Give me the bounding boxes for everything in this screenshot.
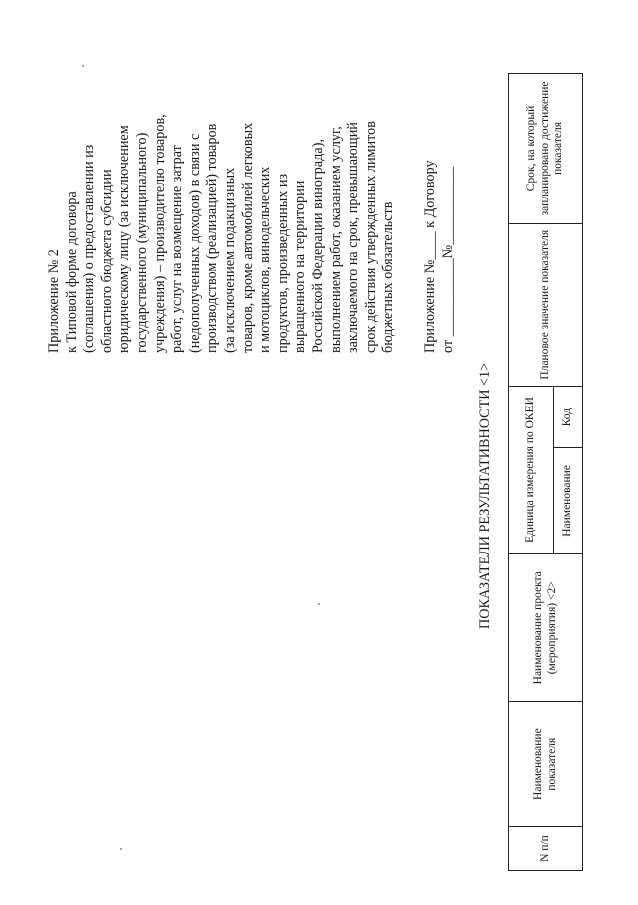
contract-ref-line-2: от ___________№___________ <box>439 166 456 353</box>
appendix-line: товаров, кроме автомобилей легковых <box>239 122 256 353</box>
table-header-row <box>509 74 554 871</box>
appendix-line: продуктов, произведенных из <box>274 173 291 353</box>
header-cell-planned-value: Плановое значение показателя <box>509 223 583 386</box>
appendix-line: (соглашения) о предоставлении из <box>81 144 98 353</box>
appendix-line: и мотоциклов, винодельческих <box>257 166 274 353</box>
appendix-line: работ, услуг на возмещение затрат <box>169 145 186 353</box>
appendix-line: производством (реализацией) товаров <box>204 123 221 353</box>
appendix-line: Российской Федерации винограда), <box>309 139 326 353</box>
appendix-line: выполнением работ, оказанием услуг, <box>327 126 344 353</box>
appendix-line: юридическому лицу (за исключением <box>116 125 133 353</box>
header-cell-project-name: Наименование проекта (мероприятия) <2> <box>509 554 583 702</box>
appendix-line: бюджетных обязательств <box>380 201 397 353</box>
header-cell-deadline: Срок, на который запланировано достижение показателя <box>509 74 583 224</box>
header-cell-number: N п/п <box>509 827 583 871</box>
appendix-line: срок действия утвержденных лимитов <box>362 121 379 353</box>
document-title: ПОКАЗАТЕЛИ РЕЗУЛЬТАТИВНОСТИ <1> <box>477 362 493 629</box>
scan-speck <box>120 848 122 850</box>
appendix-header <box>46 13 398 353</box>
header-cell-unit-okei: Единица измерения по ОКЕИ <box>509 386 554 554</box>
contract-reference <box>422 160 457 353</box>
appendix-line: выращенного на территории <box>292 180 309 353</box>
appendix-line: областного бюджета субсидии <box>98 169 115 353</box>
appendix-line: заключаемого на срок, превышающий <box>345 122 362 353</box>
appendix-line: учреждения) – производителю товаров, <box>151 114 168 353</box>
header-cell-unit-name: Наименование <box>554 448 583 554</box>
header-cell-unit-code: Код <box>554 386 583 448</box>
appendix-line: (за исключением подакцизных <box>221 167 238 353</box>
header-cell-indicator-name: Наименование показателя <box>509 702 583 827</box>
indicators-table <box>508 73 583 871</box>
appendix-line: (недополученных доходов) в связи с <box>186 133 203 353</box>
appendix-line: государственного (муниципального) <box>133 132 150 353</box>
contract-ref-line-1: Приложение №____ к Договору <box>422 160 438 353</box>
appendix-line: Приложение № 2 <box>46 249 62 353</box>
appendix-line: к Типовой форме договора <box>63 191 80 353</box>
scan-speck <box>82 65 84 67</box>
scan-speck <box>318 603 320 605</box>
